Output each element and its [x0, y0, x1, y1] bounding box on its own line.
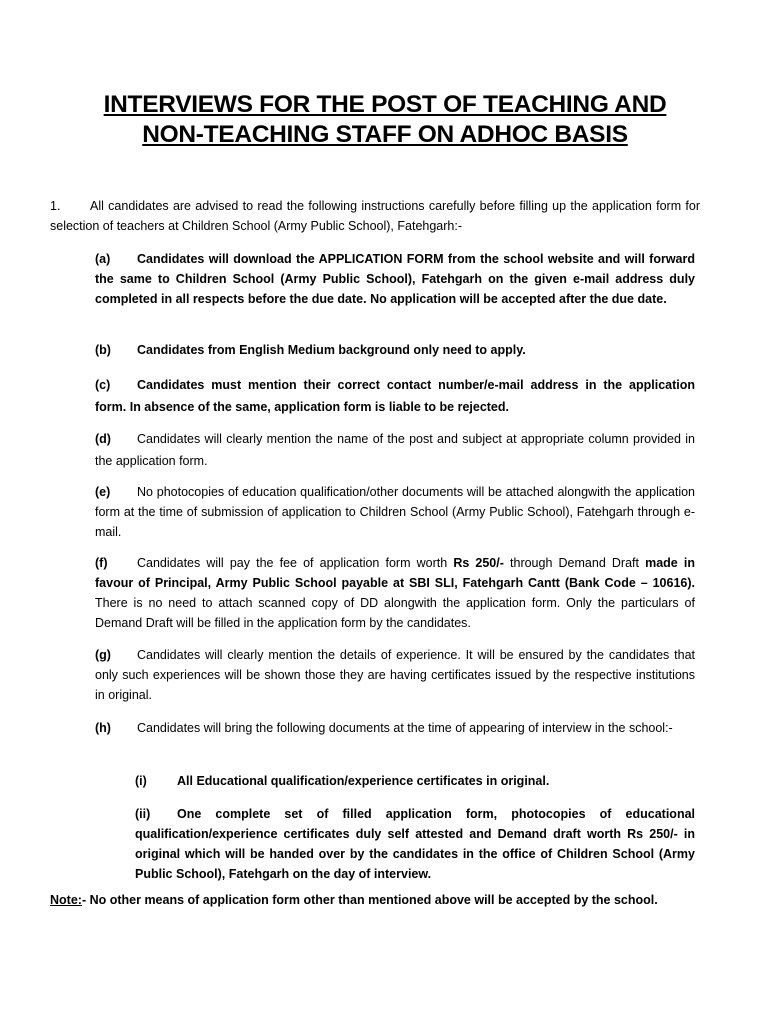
instruction-a-label: (a)	[95, 252, 111, 266]
document-item-i	[135, 771, 695, 791]
instruction-d	[95, 428, 695, 472]
instruction-h	[95, 717, 695, 739]
intro-number: 1.	[50, 199, 61, 213]
demand-draft-payee: made in favour of Principal, Army Public School payable at SBI SLI, Fatehgarh Cantt (Bank Code – 10616).	[95, 556, 695, 590]
instruction-f-label: (f)	[95, 556, 108, 570]
instruction-c	[95, 374, 695, 418]
document-item-ii	[135, 804, 695, 884]
note-label: Note:	[50, 893, 82, 907]
instruction-g	[95, 645, 695, 705]
title-line-2: NON-TEACHING STAFF ON ADHOC BASIS	[142, 121, 628, 148]
instruction-h-label: (h)	[95, 721, 111, 735]
instruction-g-label: (g)	[95, 648, 111, 662]
instruction-b-text: Candidates from English Medium background only need to apply.	[137, 343, 526, 357]
title-line-1: INTERVIEWS FOR THE POST OF TEACHING AND	[103, 91, 667, 118]
instruction-f-text-1: Candidates will pay the fee of application form worth	[137, 556, 454, 570]
page-title	[40, 90, 730, 150]
instruction-e-text: No photocopies of education qualification/other documents will be attached alongwith the application form at the time of submission of application to Children School (Army Public School), Fatehgarh through e-mail.	[95, 485, 695, 539]
note-paragraph	[50, 891, 705, 909]
instruction-f	[95, 553, 695, 633]
instruction-f-text-2: through Demand Draft	[503, 556, 646, 570]
document-item-ii-text: One complete set of filled application form, photocopies of educational qualification/experience certificates duly self attested and Demand draft worth Rs 250/- in original which will be handed over by the candidates in the office of Children School (Army Public School), Fatehgarh on the day of interview.	[135, 807, 695, 881]
instruction-e-label: (e)	[95, 485, 111, 499]
instruction-c-label: (c)	[95, 378, 111, 392]
document-item-ii-label: (ii)	[135, 807, 151, 821]
document-item-i-text: All Educational qualification/experience certificates in original.	[177, 774, 550, 788]
instruction-c-text: Candidates must mention their correct contact number/e-mail address in the application form. In absence of the same, application form is liable to be rejected.	[95, 378, 695, 414]
instruction-d-label: (d)	[95, 432, 111, 446]
instruction-f-text-3: There is no need to attach scanned copy of DD alongwith the application form. Only the particulars of Demand Draft will be filled in the application form by the candidates.	[95, 596, 695, 630]
document-item-i-label: (i)	[135, 774, 147, 788]
instruction-d-text: Candidates will clearly mention the name of the post and subject at appropriate column provided in the application form.	[95, 432, 695, 468]
instruction-b-label: (b)	[95, 343, 111, 357]
intro-text: All candidates are advised to read the following instructions carefully before filling up the application form for selection of teachers at Children School (Army Public School), Fatehgarh:-	[50, 199, 700, 233]
instruction-b	[95, 340, 695, 360]
instruction-a-text: Candidates will download the APPLICATION FORM from the school website and will forward the same to Children School (Army Public School), Fatehgarh on the given e-mail address duly completed in all respects before the due date. No application will be accepted after the due date.	[95, 252, 695, 306]
note-text: - No other means of application form other than mentioned above will be accepted by the school.	[81, 893, 658, 907]
instruction-a	[95, 249, 695, 309]
intro-paragraph	[50, 196, 700, 236]
instruction-g-text: Candidates will clearly mention the details of experience. It will be ensured by the candidates that only such experiences will be shown those they are having certificates issued by the respective institutions in original.	[95, 648, 695, 702]
fee-amount: Rs 250/-	[453, 556, 504, 570]
instruction-h-text: Candidates will bring the following documents at the time of appearing of interview in the school:-	[137, 721, 673, 735]
instruction-e	[95, 482, 695, 542]
